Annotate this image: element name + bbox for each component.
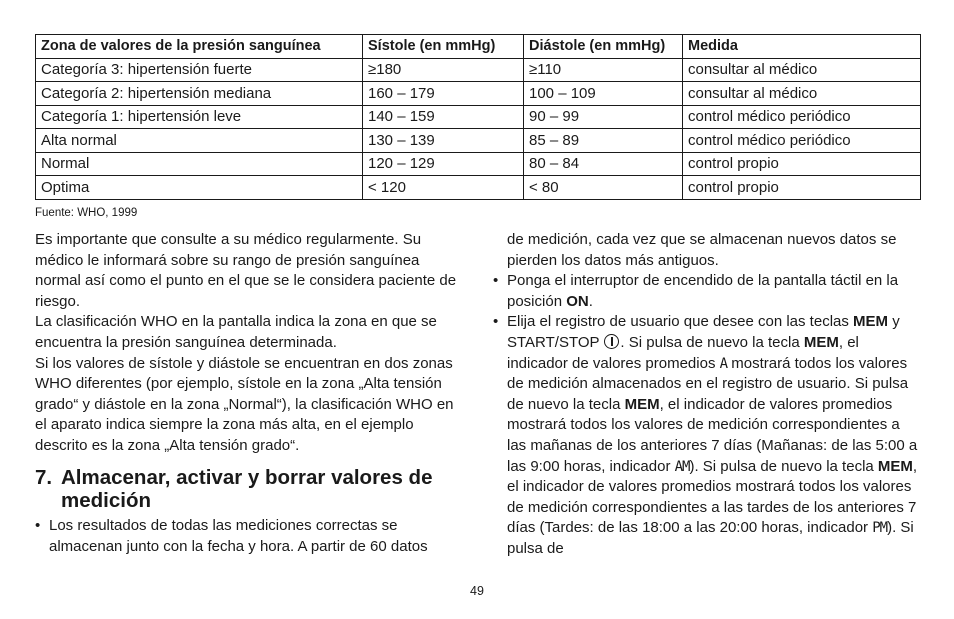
blood-pressure-table — [35, 34, 921, 200]
header-zone: Zona de valores de la presión sanguínea — [36, 35, 363, 59]
key-on: ON — [566, 292, 589, 310]
morning-indicator-icon: AM — [674, 458, 690, 475]
cell-zone: Normal — [36, 152, 363, 176]
text-span: , el indicador de valores promedios — [507, 333, 859, 372]
list-item: • Los resultados de todas las mediciones correctas se almacenan junto con la fecha y hora. A partir de 60 datos — [35, 516, 467, 557]
left-bullet-list — [35, 516, 467, 557]
table-row — [36, 176, 921, 200]
table-row — [36, 82, 921, 106]
header-systole: Sístole (en mmHg) — [363, 35, 524, 59]
cell-diastole: 85 – 89 — [524, 129, 683, 153]
text-span: , el indicador de valores promedios mostrará todos los valores de medición correspondientes a las tardes de los anteriores 7 días (Tardes: de las 18:00 a las 20:00 horas, indicador — [507, 457, 918, 537]
evening-indicator-icon: PM — [872, 520, 888, 537]
cell-measure: consultar al médico — [683, 82, 921, 106]
average-indicator-icon: A — [719, 355, 728, 372]
cell-systole: < 120 — [363, 176, 524, 200]
list-item — [493, 271, 921, 312]
cell-measure: control médico periódico — [683, 129, 921, 153]
text-span: mostrará todos los valores de medición almacenados en el registro de usuario. Si pulsa de nuevo la tecla — [507, 354, 909, 413]
text-span: y START/STOP — [507, 313, 900, 351]
cell-measure: control propio — [683, 176, 921, 200]
paragraph-different-zones: Si los valores de sístole y diástole se encuentran en dos zonas WHO diferentes (por ejemplo, sístole en la zona „Alta tensión grado“ y diástole en la zona „Normal“), la clasificación WHO en el aparato indica siempre la zona más alta, en el ejemplo descrito es la zona „Alta tensión grado“. — [35, 354, 454, 454]
section-number: 7. — [35, 466, 53, 489]
cell-measure: control médico periódico — [683, 105, 921, 129]
table-row — [36, 152, 921, 176]
text-span: , el indicador de valores promedios mostrará todos los valores de medición correspondientes a las mañanas de los anteriores 7 días (Mañanas: de las 5:00 a las 9:00 horas, indicador — [507, 395, 918, 475]
left-column — [35, 230, 467, 457]
text-span: ). Si pulsa de nuevo la tecla — [689, 457, 878, 475]
text-span: . Si pulsa de nuevo la tecla — [620, 333, 804, 351]
text-span: Ponga el interruptor de encendido de la pantalla táctil en la posición — [507, 272, 899, 310]
table-header-row — [36, 35, 921, 59]
list-item — [493, 312, 921, 559]
section-title: Almacenar, activar y borrar valores de medición — [61, 466, 433, 512]
table-row — [36, 105, 921, 129]
paragraph-consult-doctor: Es importante que consulte a su médico regularmente. Su médico le informará sobre su rango de presión sanguínea normal así como el punto en el que se le considera paciente de riesgo. — [35, 231, 457, 310]
cell-diastole: ≥110 — [524, 58, 683, 82]
header-diastole: Diástole (en mmHg) — [524, 35, 683, 59]
text-span: ). Si pulsa de — [507, 519, 914, 557]
table-row — [36, 129, 921, 153]
key-mem: MEM — [624, 395, 660, 413]
cell-zone: Categoría 3: hipertensión fuerte — [36, 58, 363, 82]
cell-zone: Optima — [36, 176, 363, 200]
key-mem: MEM — [853, 313, 889, 331]
cell-systole: ≥180 — [363, 58, 524, 82]
cell-systole: 160 – 179 — [363, 82, 524, 106]
page-number: 49 — [470, 584, 484, 598]
table-body — [36, 58, 921, 199]
paragraph-who-classification: La clasificación WHO en la pantalla indica la zona en que se encuentra la presión sanguínea determinada. — [35, 313, 437, 351]
cell-measure: control propio — [683, 152, 921, 176]
cell-zone: Categoría 2: hipertensión mediana — [36, 82, 363, 106]
cell-zone: Categoría 1: hipertensión leve — [36, 105, 363, 129]
paragraph-continuation: de medición, cada vez que se almacenan nuevos datos se pierden los datos más antiguos. — [507, 231, 897, 269]
key-mem: MEM — [877, 457, 913, 475]
cell-diastole: 80 – 84 — [524, 152, 683, 176]
cell-systole: 130 – 139 — [363, 129, 524, 153]
text-span: . — [588, 292, 593, 310]
cell-systole: 140 – 159 — [363, 105, 524, 129]
section-heading — [35, 466, 467, 512]
cell-diastole: 90 – 99 — [524, 105, 683, 129]
table-row — [36, 58, 921, 82]
text-span: Elija el registro de usuario que desee con las teclas — [507, 313, 854, 331]
cell-measure: consultar al médico — [683, 58, 921, 82]
right-column — [493, 230, 921, 560]
power-icon — [604, 334, 619, 349]
cell-diastole: < 80 — [524, 176, 683, 200]
cell-zone: Alta normal — [36, 129, 363, 153]
key-mem: MEM — [803, 333, 839, 351]
cell-systole: 120 – 129 — [363, 152, 524, 176]
header-measure: Medida — [683, 35, 921, 59]
table-source: Fuente: WHO, 1999 — [35, 207, 138, 219]
cell-diastole: 100 – 109 — [524, 82, 683, 106]
table-header — [36, 35, 921, 59]
